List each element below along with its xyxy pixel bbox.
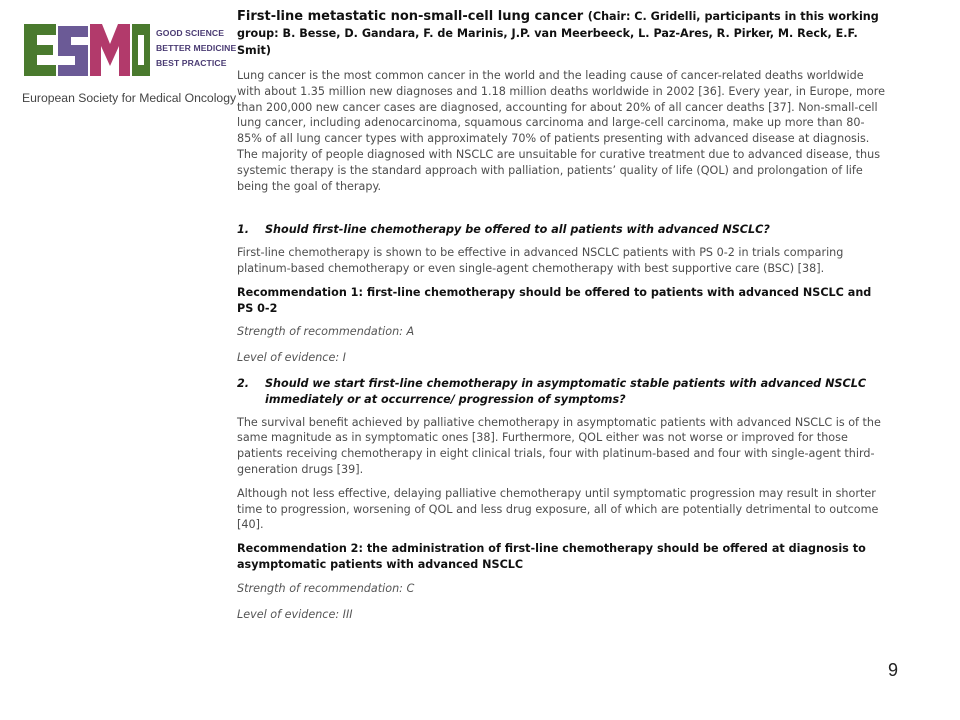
question-1 bbox=[237, 222, 887, 238]
level-of-evidence-2: Level of evidence: III bbox=[237, 607, 353, 621]
document-body bbox=[237, 8, 887, 632]
question-2-body-1: The survival benefit achieved by palliative chemotherapy in asymptomatic patients with advanced NSCLC is of the same magnitude as in symptomatic ones [38]. Furthermore, QOL either was not worse or improved for those patients receiving chemotherapy in eight clinical trials, four with platinum-based and four with single-agent third-generation drugs [39]. bbox=[237, 415, 881, 476]
page-number: 9 bbox=[888, 660, 899, 680]
logo-letter-s bbox=[58, 26, 88, 76]
title-text: First-line metastatic non-small-cell lung cancer bbox=[237, 9, 584, 24]
level-of-evidence-1: Level of evidence: I bbox=[237, 351, 346, 365]
tagline-line: GOOD SCIENCE bbox=[156, 28, 225, 38]
question-text: Should we start first-line chemotherapy in asymptomatic stable patients with advanced NSCLC immediately or at occurrence/ progression of symptoms? bbox=[265, 376, 867, 406]
strength-of-recommendation-2: Strength of recommendation: C bbox=[237, 581, 415, 595]
question-number: 2. bbox=[237, 376, 250, 390]
recommendation-1: Recommendation 1: first-line chemotherapy should be offered to patients with advanced NSCLC and PS 0-2 bbox=[237, 285, 872, 315]
question-number: 1. bbox=[237, 223, 250, 237]
esmo-logo-mark bbox=[22, 22, 150, 78]
question-2 bbox=[237, 376, 887, 408]
intro-paragraph: Lung cancer is the most common cancer in the world and the leading cause of cancer-related deaths worldwide with about 1.35 million new diagnoses and 1.18 million deaths worldwide in 2002 [36]. Every year, in Europe, more than 200,000 new cancer cases are diagnosed, accounting for about 20% of all cancer deaths [37]. Non-small-cell lung cancer, including adenocarcinoma, squamous carcinoma and large-cell carcinoma, make up more than 80-85% of all lung cancer types with approximately 70% of patients presenting with advanced disease at diagnosis. The majority of people diagnosed with NSCLC are unsuitable for curative treatment due to advanced disease, thus systemic therapy is the standard approach with palliation, patients’ quality of life (QOL) and prolongation of life being the goal of therapy. bbox=[237, 69, 885, 193]
document-title bbox=[237, 8, 887, 59]
tagline-line: BETTER MEDICINE bbox=[156, 43, 237, 53]
logo-letter-m bbox=[90, 24, 130, 76]
question-2-body-2: Although not less effective, delaying palliative chemotherapy until symptomatic progression may result in shorter time to progression, worsening of QOL and less drug exposure, all of which are potentially detrimental to outcome [40]. bbox=[237, 486, 879, 532]
esmo-logo bbox=[22, 20, 237, 110]
society-name: European Society for Medical Oncology bbox=[22, 91, 237, 105]
logo-letter-o bbox=[132, 24, 150, 76]
strength-of-recommendation-1: Strength of recommendation: A bbox=[237, 325, 415, 339]
recommendation-2: Recommendation 2: the administration of first-line chemotherapy should be offered at diagnosis to asymptomatic patients with advanced NSCLC bbox=[237, 542, 866, 571]
question-1-body: First-line chemotherapy is shown to be effective in advanced NSCLC patients with PS 0-2 in trials comparing platinum-based chemotherapy or even single-agent chemotherapy with best supportive care (BSC) [38]. bbox=[237, 246, 844, 275]
tagline-line: BEST PRACTICE bbox=[156, 58, 227, 68]
logo-letter-e bbox=[24, 24, 56, 76]
chair-line: (Chair: C. Gridelli, participants in this working group: B. Besse, D. Gandara, F. de Marinis, J.P. van Meerbeeck, L. Paz-Ares, R. Pirker, M. Reck, E.F. Smit) bbox=[237, 10, 879, 57]
logo-tagline bbox=[156, 26, 236, 71]
question-text: Should first-line chemotherapy be offered to all patients with advanced NSCLC? bbox=[265, 223, 770, 237]
